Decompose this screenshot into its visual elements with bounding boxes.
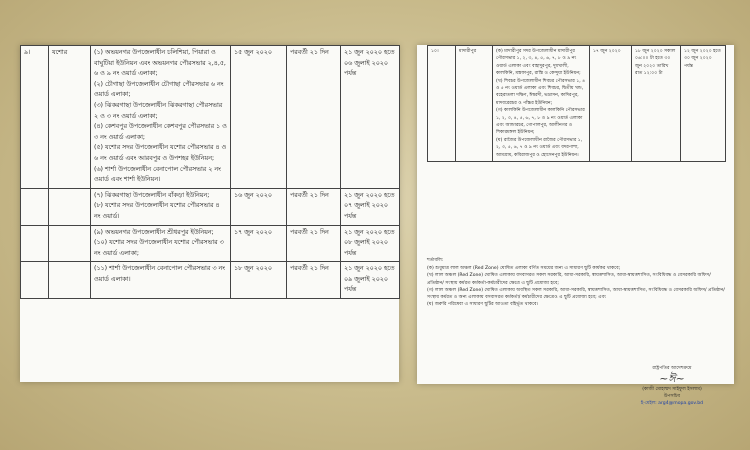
left-table [20,45,400,299]
period-cell: ২১ জুন ২০২০ হতে ০৭ জুলাই ২০২০ পর্যন্ত [341,188,400,225]
area-item: (৪) কেশবপুর উপজেলাধীন কেশবপুর পৌরসভার ১ ও ৩ নং ওয়ার্ড এলাকা; [94,123,227,141]
serial-cell: ১০। [428,46,456,162]
right-table [427,45,726,162]
period-cell: ২১ জুন ২০২০ হতে ০৯ জুলাই ২০২০ পর্যন্ত [341,262,400,299]
condition-item: (ঘ) জরুরি পরিষেবা এ সাধারণ ছুটির আওতা বহির্ভূত থাকবে। [427,302,539,308]
area-item: (১) অভয়নগর উপজেলাধীন চলিশিয়া, পিয়ারা ও বাঘুটিয়া ইউনিয়ন এবং অভয়নগর পৌরসভার ২,৪,৫, ৬ ও ৯ নং ওয়ার্ড এলাকা; [94,49,226,78]
duration-cell: ১৮ জুন ২০২০ সকাল ০৬:০০ টা হতে ৩০ জুন ২০২০ তারিখ রাত ১২:০০ টা [632,46,681,162]
area-item: (৮) যশোর সদর উপজেলাধীন যশোর পৌরসভার ৪ নং ওয়ার্ড। [94,202,220,220]
date-cell: ১৭ জুন ২০২০ [590,46,632,162]
signatory-title: উপসচিব [663,394,681,399]
table-row [21,225,400,262]
duration-cell: পরবর্তী ২১ দিন [287,188,341,225]
duration-cell: পরবর্তী ২১ দিন [287,262,341,299]
date-cell: ১৬ জুন ২০২০ [231,188,287,225]
area-item: (২) চৌগাছা উপজেলাধীন চৌগাছা পৌরসভার ৬ নং ওয়ার্ড এলাকা; [94,80,224,99]
district-cell [49,262,91,299]
by-order-text: রাষ্ট্রপতির আদেশক্রমে [652,366,692,371]
period-cell: ২১ জুন ২০২০ হতে ০৬ জুলাই ২০২০ পর্যন্ত [341,46,400,189]
serial-cell [21,225,49,262]
signatory-email[interactable]: ই-মেইল: arg4@mopa.gov.bd [640,401,704,406]
duration-cell: পরবর্তী ২১ দিন [287,225,341,262]
area-item: (৬) শার্শা উপজেলাধীন বেনাপোল পৌরসভার ২ নং ওয়ার্ড এবং শার্শা ইউনিয়ন। [94,165,221,184]
signatory-name: (কাজী মোহাম্মদ সাইফুল ইসলাম) [642,387,702,392]
table-row [21,188,400,225]
serial-cell [21,188,49,225]
area-item: (৫) যশোর সদর উপজেলাধীন যশোর পৌরসভার ৪ ও ৬ নং ওয়ার্ড এবং আরবপুর ও উপশহর ইউনিয়ন; [94,144,227,162]
area-item: (গ) কালকিনি উপজেলাধীন কালকিনি পৌরসভার ১, ২, ৩, ৪, ৫, ৬, ৭, ৮ ও ৯ নং ওয়ার্ড এলাকা এবং আন্ডারচর, গোপালপুর, আলীনগর ও শিকারমঙ্গল ইউনিয়ন; [496,108,585,136]
area-item: (৯) অভয়নগর উপজেলাধীন শ্রীধরপুর ইউনিয়ন; [94,228,214,236]
area-item: (ঘ) রাজৈর উপজেলাধীন রাজৈর পৌরসভার ১, ২, ৩, ৫, ৬, ৭ ও ৯ নং ওয়ার্ড এবং বদরপাশা, আমগ্রাম, কবিরাজপুর ও হোসেনপুর ইউনিয়ন। [496,137,583,158]
date-cell: ১৫ জুন ২০২০ [231,46,287,189]
right-document-page [417,45,734,406]
area-item: (১১) শার্শা উপজেলাধীন বেনাপোল পৌরসভার ৩ নং ওয়ার্ড এলাকা। [94,265,225,283]
condition-item: (খ) লাল অঞ্চল (Red Zone) ঘোষিত এলাকায় বসবাসরত সকল সরকারি, আধা-সরকারি, স্বায়ত্তশাসিত, আধা-স্বায়ত্তশাসিত, সংবিধিবদ্ধ ও বেসরকারি অফিস/ প্রতিষ্ঠান/ সংস্থায় কর্মরত কর্মকর্তা-কর্মচারীদের ক্ষেত্রে এ ছুটি প্রযোজ্য হবে; [427,273,711,286]
table-row [21,262,400,299]
areas-cell [91,225,231,262]
area-item: (৩) ঝিকরগাছা উপজেলাধীন ঝিকরগাছা পৌরসভার ২ ও ৩ নং ওয়ার্ড এলাকা; [94,101,223,120]
serial-cell [21,262,49,299]
left-document-page [20,45,399,382]
district-cell: মাদারীপুর [456,46,493,162]
areas-cell [91,262,231,299]
district-cell [49,188,91,225]
duration-cell: পরবর্তী ২১ দিন [287,46,341,189]
condition-item: (ক) শুধুমাত্র লাল অঞ্চল (Red Zone) ঘোষিত এলাকা বর্ণিত সময়ের জন্য এ সাধারণ ছুটি কার্যকর থাকবে; [427,266,621,272]
date-cell: ১৭ জুন ২০২০ [231,225,287,262]
district-cell [49,225,91,262]
area-item: (খ) শিবচর উপজেলাধীন শিবচর পৌরসভার ১, ৪ ও ৫ নং ওয়ার্ড এলাকা এবং শিবচর, দ্বিতীয় খন্ড, বহেরাতলা দক্ষিণ, ঈশ্বরদী, ভদ্রাসন, কাদিরপুর, মাদবরেরচর ও পাঁচ্চর ইউনিয়ন; [496,78,586,106]
serial-cell: ৯। [21,46,49,189]
table-row [21,46,400,189]
signature-block [617,365,727,407]
conditions-block [427,257,725,308]
conditions-heading: শর্তাবলি: [427,258,444,263]
date-cell: ১৮ জুন ২০২০ [231,262,287,299]
handwritten-signature: ~ঈ~ [659,372,685,385]
area-item: (১০) যশোর সদর উপজেলাধীন যশোর পৌরসভার ৩ নং ওয়ার্ড এলাকা; [94,239,224,257]
areas-cell [493,46,590,162]
condition-item: (গ) লাল অঞ্চল (Red Zone) ঘোষিত এলাকায় অবস্থিত সকল সরকারি, আধা-সরকারি, স্বায়ত্তশাসিত, আধা-স্বায়ত্তশাসিত, সংবিধিবদ্ধ ও বেসরকারি অফিস/ প্রতিষ্ঠান/ সংস্থায় কর্মরত ও অন্য এলাকায় বসবাসরত কর্মকর্তা/ কর্মচারীদের ক্ষেত্রেও এ ছুটি প্রযোজ্য হবে; এবং [427,287,725,301]
district-cell: যশোর [49,46,91,189]
period-cell: ১২ জুন ২০২০ হতে ৩০ জুন ২০২০ পর্যন্ত [681,46,726,162]
areas-cell [91,46,231,189]
area-item: (৭) ঝিকরগাছা উপজেলাধীন বাঁকড়া ইউনিয়ন; [94,191,210,199]
period-cell: ২১ জুন ২০২০ হতে ০৮ জুলাই ২০২০ পর্যন্ত [341,225,400,262]
areas-cell [91,188,231,225]
area-item: (ক) মাদারীপুর সদর উপজেলাধীন মাদারীপুর পৌরসভার ১, ২, ৩, ৪, ৫, ৬, ৭, ৮ ও ৯ নং ওয়ার্ড এলাকা এবং বাহাদুরপুর, দুধখালী, কালকিনি, মস্তফাপুর, রাস্তি ও কেন্দুয়া ইউনিয়ন; [496,49,581,77]
table-row [428,46,726,162]
